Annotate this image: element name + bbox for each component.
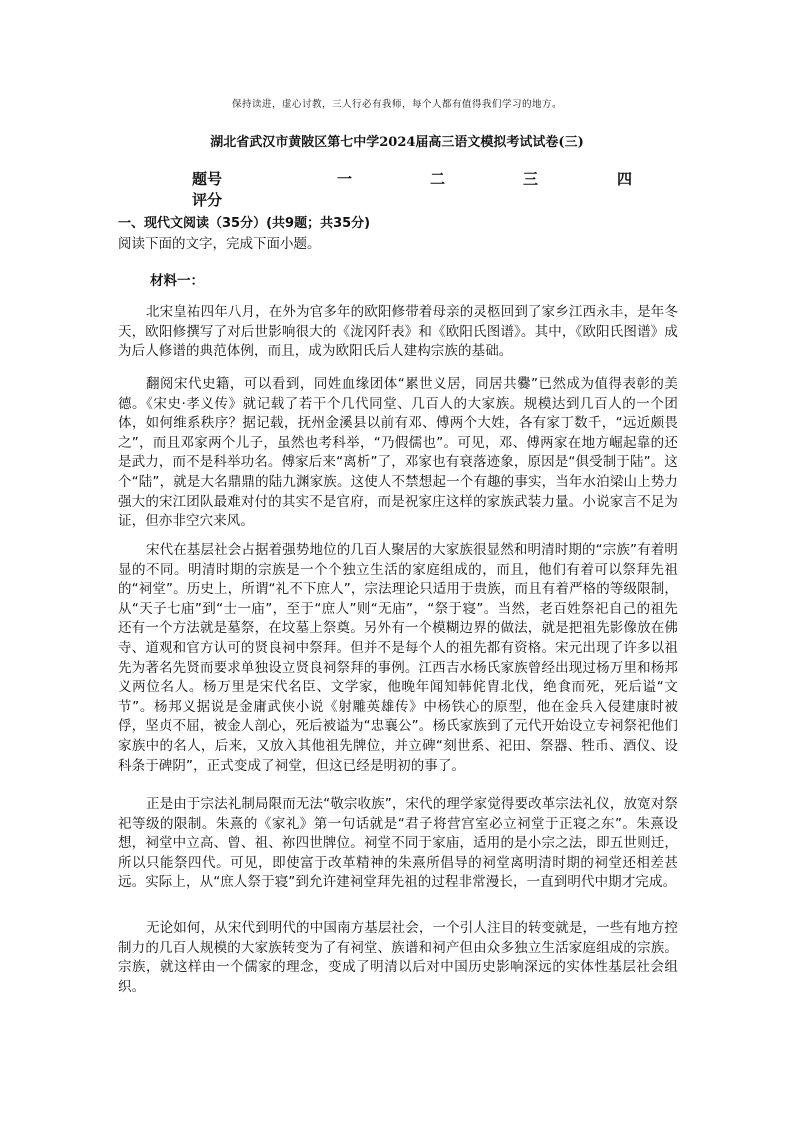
reading-instruction: 阅读下面的文字，完成下面小题。: [118, 236, 321, 252]
score-table-header-row: [192, 168, 652, 190]
score-column-1: 一: [337, 170, 353, 188]
paragraph: 无论如何，从宋代到明代的中国南方基层社会，一个引人注目的转变就是，一些有地方控制力的几百人规模的大家族转变为了有祠堂、族谱和祠产但由众多独立生活家庭组成的宗族。宗族，就这样由一个儒家的理念，变成了明清以后对中国历史影响深远的实体性基层社会组织。: [118, 920, 678, 995]
header-motto: 保持读进，虚心讨教，三人行必有我师，每个人都有值得我们学习的地方。: [231, 99, 562, 110]
score-table-score-label: 评分: [192, 191, 223, 209]
exam-title: 湖北省武汉市黄陂区第七中学2024届高三语文模拟考试试卷(三): [210, 135, 584, 150]
paragraph: 北宋皇祐四年八月，在外为官多年的欧阳修带着母亲的灵柩回到了家乡江西永丰，是年冬天，欧阳修撰写了对后世影响很大的《泷冈阡表》和《欧阳氏图谱》。其中，《欧阳氏图谱》成为后人修谱的典范体例，而且，成为欧阳氏后人建构宗族的基础。: [118, 304, 678, 360]
paragraph: 翻阅宋代史籍，可以看到，同姓血缘团体“累世义居，同居共爨”已然成为值得表彰的美德。《宋史·孝义传》就记载了若干个几代同堂、几百人的大家族。规模达到几百人的一个团体，如何维系秩序？据记载，抚州金溪县以前有邓、傅两个大姓，各有家丁数千，“远近颇畏之”，而且邓家两个儿子，虽然也考科举，“乃假儒也”。可见，邓、傅两家在地方崛起靠的还是武力，而不是科举功名。傅家后来“离析”了，邓家也有衰落迹象，原因是“俱受制于陆”。这个“陆”，就是大名鼎鼎的陆九渊家族。这使人不禁想起一个有趣的事实，当年水泊梁山上势力强大的宋江团队最难对付的其实不是官府，而是祝家庄这样的家族武装力量。小说家言不足为证，但亦非空穴来风。: [118, 376, 678, 530]
paragraph: 正是由于宗法礼制局限而无法“敬宗收族”，宋代的理学家觉得要改革宗法礼仪，放宽对祭祀等级的限制。朱熹的《家礼》第一句话就是“君子将营宫室必立祠堂于正寝之东”。朱熹设想，祠堂中立高、曾、祖、祢四世牌位。祠堂不同于家庙，适用的是小宗之法，即五世则迁，所以只能祭四代。可见，即使富于改革精神的朱熹所倡导的祠堂离明清时期的祠堂还相差甚远。实际上，从“庶人祭于寝”到允许建祠堂拜先祖的过程非常漫长，一直到明代中期才完成。: [118, 796, 678, 891]
score-table-row-label: 题号: [192, 170, 223, 188]
paragraph: 宋代在基层社会占据着强势地位的几百人聚居的大家族很显然和明清时期的“宗族”有着明显的不同。明清时期的宗族是一个个独立生活的家庭组成的，而且，他们有着可以祭拜先祖的“祠堂”。历史上，所谓“礼不下庶人”，宗法理论只适用于贵族，而且有着严格的等级限制，从“天子七庙”到“士一庙”，至于“庶人”则“无庙”，“祭于寝”。当然，老百姓祭祀自己的祖先还有一个方法就是墓祭，在坟墓上祭奠。另外有一个模糊边界的做法，就是把祖先影像放在佛寺、道观和官方认可的贤良祠中祭拜。但并不是每个人的祖先都有资格。宋元出现了许多以祖先为著名先贤而要求单独设立贤良祠祭拜的事例。江西吉水杨氏家族曾经出现过杨万里和杨邦义两位名人。杨万里是宋代名臣、文学家，他晚年闻知韩侂胄北伐，绝食而死，死后谥“文节”。杨邦义据说是金庸武侠小说《射雕英雄传》中杨铁心的原型，他在金兵入侵建康时被俘，坚贞不屈，被金人剖心，死后被谥为“忠襄公”。杨氏家族到了元代开始设立专祠祭祀他们家族中的名人，后来，又放入其他祖先牌位，并立碑“刻世系、祀田、祭器、牲币、酒仪、设科条于碑阴”，正式变成了祠堂，但这已经是明初的事了。: [118, 542, 678, 774]
score-column-3: 三: [523, 170, 539, 188]
section-heading: 一、现代文阅读（35分）(共9题；共35分): [118, 216, 371, 231]
score-column-4: 四: [617, 170, 633, 188]
score-column-2: 二: [430, 170, 446, 188]
material-label: 材料一：: [150, 273, 204, 289]
